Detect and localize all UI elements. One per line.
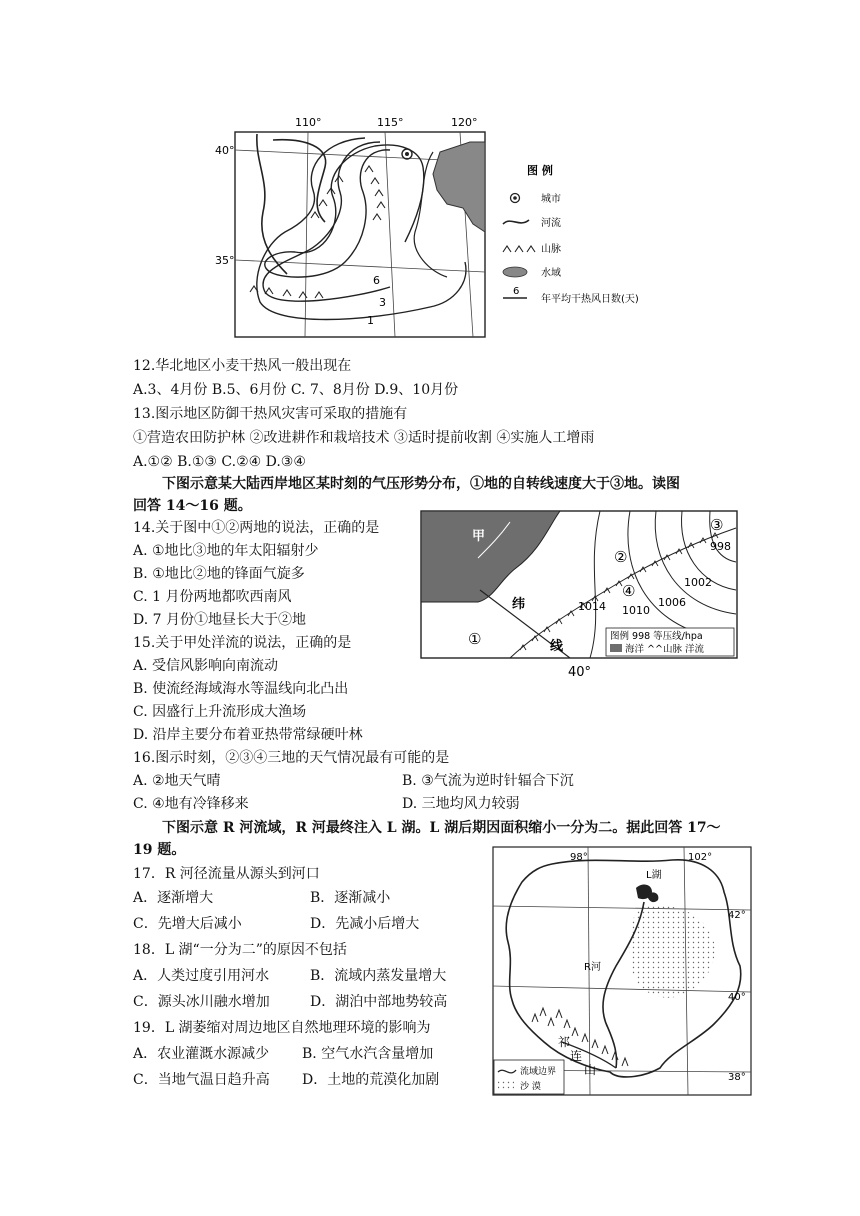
q12-options: A.3、4月份 B.5、6月份 C. 7、8月份 D.9、10月份 (133, 382, 459, 398)
q19-option-d: D．土地的荒漠化加剧 (302, 1072, 440, 1088)
figure-dry-hot-wind-map (215, 112, 655, 344)
q17-option-a: A．逐渐增大 (133, 890, 214, 906)
q18-option-a: A．人类过度引用河水 (133, 968, 270, 984)
legend-water-label: 水域 (541, 268, 561, 279)
r-river-basin-svg (492, 846, 754, 1098)
legend-line2: 海洋 ^^山脉 洋流 (625, 644, 704, 655)
q15-option-a: A. 受信风影响向南流动 (133, 658, 279, 674)
figure-r-river-basin (492, 846, 754, 1098)
label-lake: L湖 (646, 870, 662, 881)
lat-label: 35° (215, 254, 235, 267)
isoline-label: 6 (373, 274, 380, 287)
q14-option-a: A. ①地比③地的年太阳辐射少 (133, 543, 319, 559)
q19-option-a: A．农业灌溉水源减少 (133, 1046, 270, 1062)
q16-option-d: D. 三地均风力较弱 (402, 796, 520, 812)
q14-option-b: B. ①地比②地的锋面气旋多 (133, 566, 305, 582)
legend-title: 图 例 (527, 164, 553, 177)
river-path (257, 134, 287, 274)
legend-river-icon (503, 220, 529, 224)
isoline-label: 3 (379, 296, 386, 309)
q14-option-c: C. 1 月份两地都吹西南风 (133, 589, 292, 605)
intro-14-line1: 下图示意某大陆西岸地区某时刻的气压形势分布，①地的自转线速度大于③地。读图 (162, 476, 680, 492)
point-1: ① (468, 630, 482, 648)
q18-stem: 18．L 湖“一分为二”的原因不包括 (133, 942, 347, 958)
bottom-lat-label: 40° (568, 665, 592, 680)
point-3: ③ (710, 516, 724, 534)
intro-17-line2: 19 题。 (133, 842, 186, 858)
sea-area (433, 142, 485, 232)
legend-mountain-label: 山脉 (541, 244, 561, 255)
lon-label-102: 102° (688, 852, 713, 863)
q15-option-b: B. 使流经海域海水等温线向北凸出 (133, 681, 349, 697)
lat-label-38: 38° (728, 1072, 746, 1083)
q12-stem: 12.华北地区小麦干热风一般出现在 (133, 358, 352, 374)
q13-stem: 13.图示地区防御干热风灾害可采取的措施有 (133, 406, 408, 422)
intro-17-line1: 下图示意 R 河流域，R 河最终注入 L 湖。L 湖后期因面积缩小一分为二。据此回答 17～ (162, 820, 721, 836)
q15-stem: 15.关于甲处洋流的说法，正确的是 (133, 635, 352, 651)
isobar-label: 998 (710, 540, 731, 553)
q16-stem: 16.图示时刻，②③④三地的天气情况最有可能的是 (133, 750, 450, 766)
legend-mountain-icon (503, 246, 535, 252)
lon-label-98: 98° (570, 852, 588, 863)
point-2: ② (614, 548, 628, 566)
q16-option-b: B. ③气流为逆时针辐合下沉 (402, 773, 574, 789)
q14-option-d: D. 7 月份①地昼长大于②地 (133, 612, 306, 628)
q18-option-b: B．流域内蒸发量增大 (310, 968, 447, 984)
pressure-map-svg (420, 510, 740, 682)
isobar-label: 1002 (684, 576, 712, 589)
lon-label: 115° (377, 116, 404, 129)
q18-option-c: C．源头冰川融水增加 (133, 994, 270, 1010)
isobar-label: 1006 (658, 596, 686, 609)
label-mtn-3: 山 (584, 1063, 597, 1077)
q19-option-b: B. 空气水汽含量增加 (302, 1046, 434, 1062)
lon-label: 110° (295, 116, 322, 129)
label-mtn-1: 祁 (558, 1035, 571, 1049)
map-frame (493, 847, 751, 1095)
dry-hot-wind-map-svg (215, 112, 655, 344)
legend-river-label: 河流 (541, 218, 561, 229)
intro-14-line2: 回答 14～16 题。 (133, 498, 252, 514)
q17-option-b: B．逐渐减小 (310, 890, 391, 906)
q17-option-d: D．先减小后增大 (310, 916, 420, 932)
q18-option-d: D．湖泊中部地势较高 (310, 994, 448, 1010)
q16-option-a: A. ②地天气晴 (133, 773, 221, 789)
point-4: ④ (622, 582, 636, 600)
q14-stem: 14.关于图中①②两地的说法，正确的是 (133, 520, 380, 536)
lat-label-42: 42° (728, 910, 746, 921)
lon-label: 120° (451, 116, 478, 129)
label-jia: 甲 (472, 529, 486, 544)
legend-desert-icon (498, 1080, 514, 1089)
isobar-label: 1014 (578, 600, 606, 613)
label-xian: 线 (550, 639, 564, 654)
q16-option-c: C. ④地有冷锋移来 (133, 796, 249, 812)
isobar-label: 1010 (622, 604, 650, 617)
figure-pressure-map (420, 510, 740, 682)
q15-option-d: D. 沿岸主要分布着亚热带常绿硬叶林 (133, 727, 363, 743)
isoline-3 (263, 142, 390, 301)
legend-water-icon (503, 267, 527, 277)
q19-stem: 19．L 湖萎缩对周边地区自然地理环境的影响为 (133, 1020, 431, 1036)
lat-label-40: 40° (728, 992, 746, 1003)
label-wei: 纬 (512, 597, 526, 612)
legend-isoline-sample: 6 (513, 286, 520, 297)
q13-items: ①营造农田防护林 ②改进耕作和栽培技术 ③适时提前收割 ④实施人工增雨 (133, 430, 595, 446)
legend-line1: 图例 998 等压线/hpa (610, 631, 703, 642)
legend-city-label: 城市 (541, 194, 561, 205)
legend-desert-label: 沙 漠 (520, 1082, 541, 1092)
q13-options: A.①② B.①③ C.②④ D.③④ (133, 454, 306, 470)
mountain-symbols (250, 166, 385, 298)
lat-label: 40° (215, 144, 235, 157)
legend-isoline-label: 年平均干热风日数(天) (541, 294, 639, 305)
q15-option-c: C. 因盛行上升流形成大渔场 (133, 704, 307, 720)
q17-option-c: C．先增大后减小 (133, 916, 242, 932)
label-river: R河 (584, 962, 601, 973)
legend-boundary-label: 流域边界 (520, 1067, 557, 1077)
legend-ocean-swatch (610, 644, 622, 652)
isoline-label: 1 (367, 314, 374, 327)
label-mtn-2: 连 (570, 1049, 583, 1063)
isoline-6 (265, 145, 424, 277)
q17-stem: 17．R 河径流量从源头到河口 (133, 866, 320, 882)
q19-option-c: C．当地气温日趋升高 (133, 1072, 270, 1088)
